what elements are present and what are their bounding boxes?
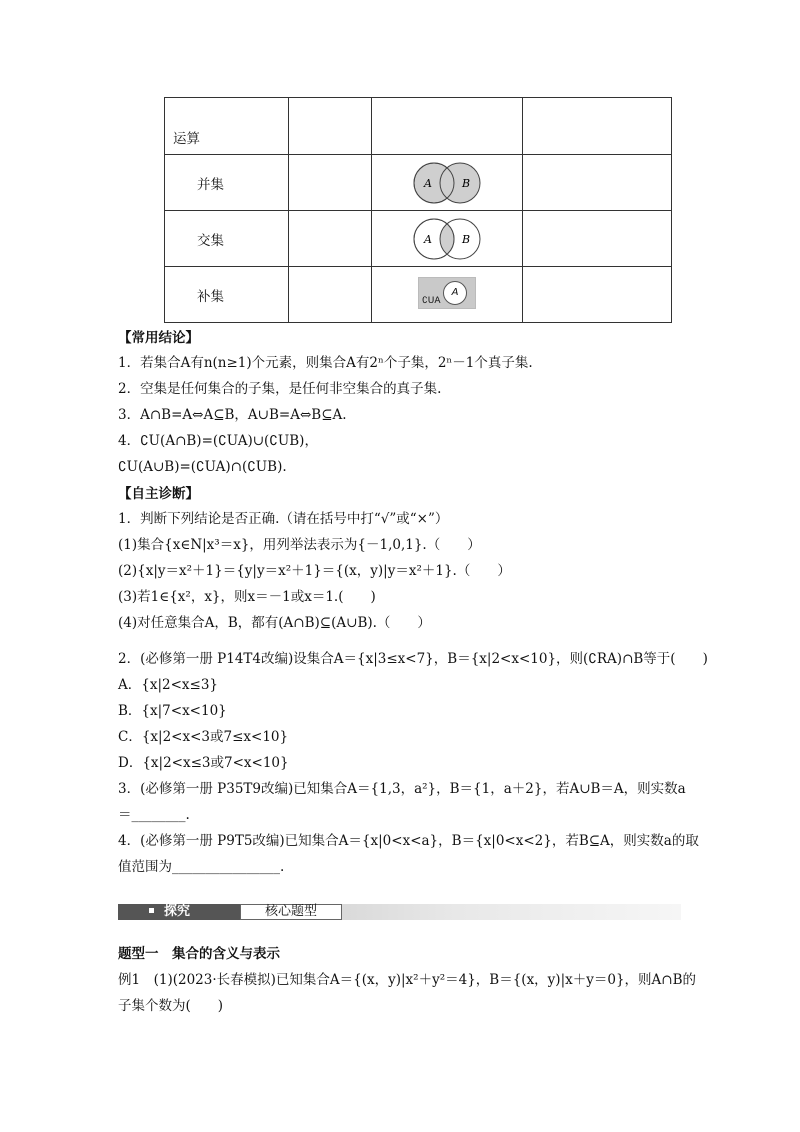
diagnosis-item: 1．判断下列结论是否正确.（请在括号中打“√”或“×”） [118, 511, 449, 527]
intersection-venn-diagram [372, 211, 523, 267]
complement-circle-label: A [443, 281, 467, 305]
section-banner [118, 904, 681, 920]
conclusion-item: ∁U(A∪B)=(∁UA)∩(∁UB). [118, 459, 287, 475]
diagnosis-item: (1)集合{x∈N|x³＝x}，用列举法表示为{－1,0,1}.（ ） [118, 537, 481, 553]
choice-option: A．{x|2<x≤3} [118, 677, 219, 693]
table-empty-cell [289, 98, 372, 155]
svg-text:A: A [424, 176, 432, 190]
example-text: 例1 (1)(2023·长春模拟)已知集合A＝{(x，y)|x²＋y²＝4}，B＝{(x，y)|x＋y＝0}，则A∩B的 [118, 972, 697, 988]
table-header-cell: 运算 [165, 98, 289, 155]
square-bullet-icon [149, 908, 154, 913]
conclusions-title: 【常用结论】 [118, 330, 199, 346]
choice-option: C．{x|2<x<3或7≤x<10} [118, 729, 289, 745]
choice-option: D．{x|2<x≤3或7<x<10} [118, 755, 289, 771]
row-label-intersection: 交集 [165, 211, 289, 267]
example-text: 子集个数为( ) [118, 998, 224, 1014]
table-empty-cell [523, 98, 672, 155]
set-operations-table [164, 97, 672, 323]
diagnosis-item: (3)若1∈{x²，x}，则x＝－1或x＝1.( ) [118, 589, 376, 605]
diagnosis-item: 值范围为________________. [118, 859, 285, 875]
svg-text:B: B [462, 176, 471, 190]
diagnosis-item: 4．(必修第一册 P9T5改编)已知集合A＝{x|0<x<a}，B＝{x|0<x<2}，若B⊆A，则实数a的取 [118, 833, 699, 849]
diagnosis-item: 2．(必修第一册 P14T4改编)设集合A＝{x|3≤x<7}，B＝{x|2<x<10}，则(∁RA)∩B等于( ) [118, 651, 708, 667]
conclusion-item: 2．空集是任何集合的子集，是任何非空集合的真子集. [118, 381, 442, 397]
table-empty-cell [372, 98, 523, 155]
choice-option: B．{x|7<x<10} [118, 703, 227, 719]
conclusion-item: 1．若集合A有n(n≥1)个元素，则集合A有2ⁿ个子集，2ⁿ－1个真子集. [118, 355, 533, 371]
conclusion-item: 3．A∩B=A⇔A⊆B，A∪B=A⇔B⊆A. [118, 407, 347, 423]
conclusion-item: 4．∁U(A∩B)=(∁UA)∪(∁UB)， [118, 433, 318, 449]
diagnosis-item: (4)对任意集合A，B，都有(A∩B)⊆(A∪B).（ ） [118, 615, 431, 631]
svg-text:A: A [424, 232, 432, 246]
banner-core-topics: 核心题型 [240, 904, 342, 920]
diagnosis-item: 3．(必修第一册 P35T9改编)已知集合A＝{1,3，a²}，B＝{1，a＋2}，若A∪B＝A，则实数a [118, 781, 686, 797]
complement-label: ∁UA [422, 295, 441, 306]
diagnosis-item: ＝________. [118, 807, 190, 823]
topic-title: 题型一 集合的含义与表示 [118, 946, 280, 962]
banner-explore: 探究 [118, 904, 240, 920]
row-label-union: 并集 [165, 155, 289, 211]
diagnosis-title: 【自主诊断】 [118, 486, 199, 502]
complement-diagram [372, 267, 523, 323]
union-venn-diagram [372, 155, 523, 211]
diagnosis-item: (2){x|y＝x²＋1}＝{y|y＝x²＋1}＝{(x，y)|y＝x²＋1}.（ ） [118, 563, 511, 579]
svg-text:B: B [462, 232, 471, 246]
row-label-complement: 补集 [165, 267, 289, 323]
